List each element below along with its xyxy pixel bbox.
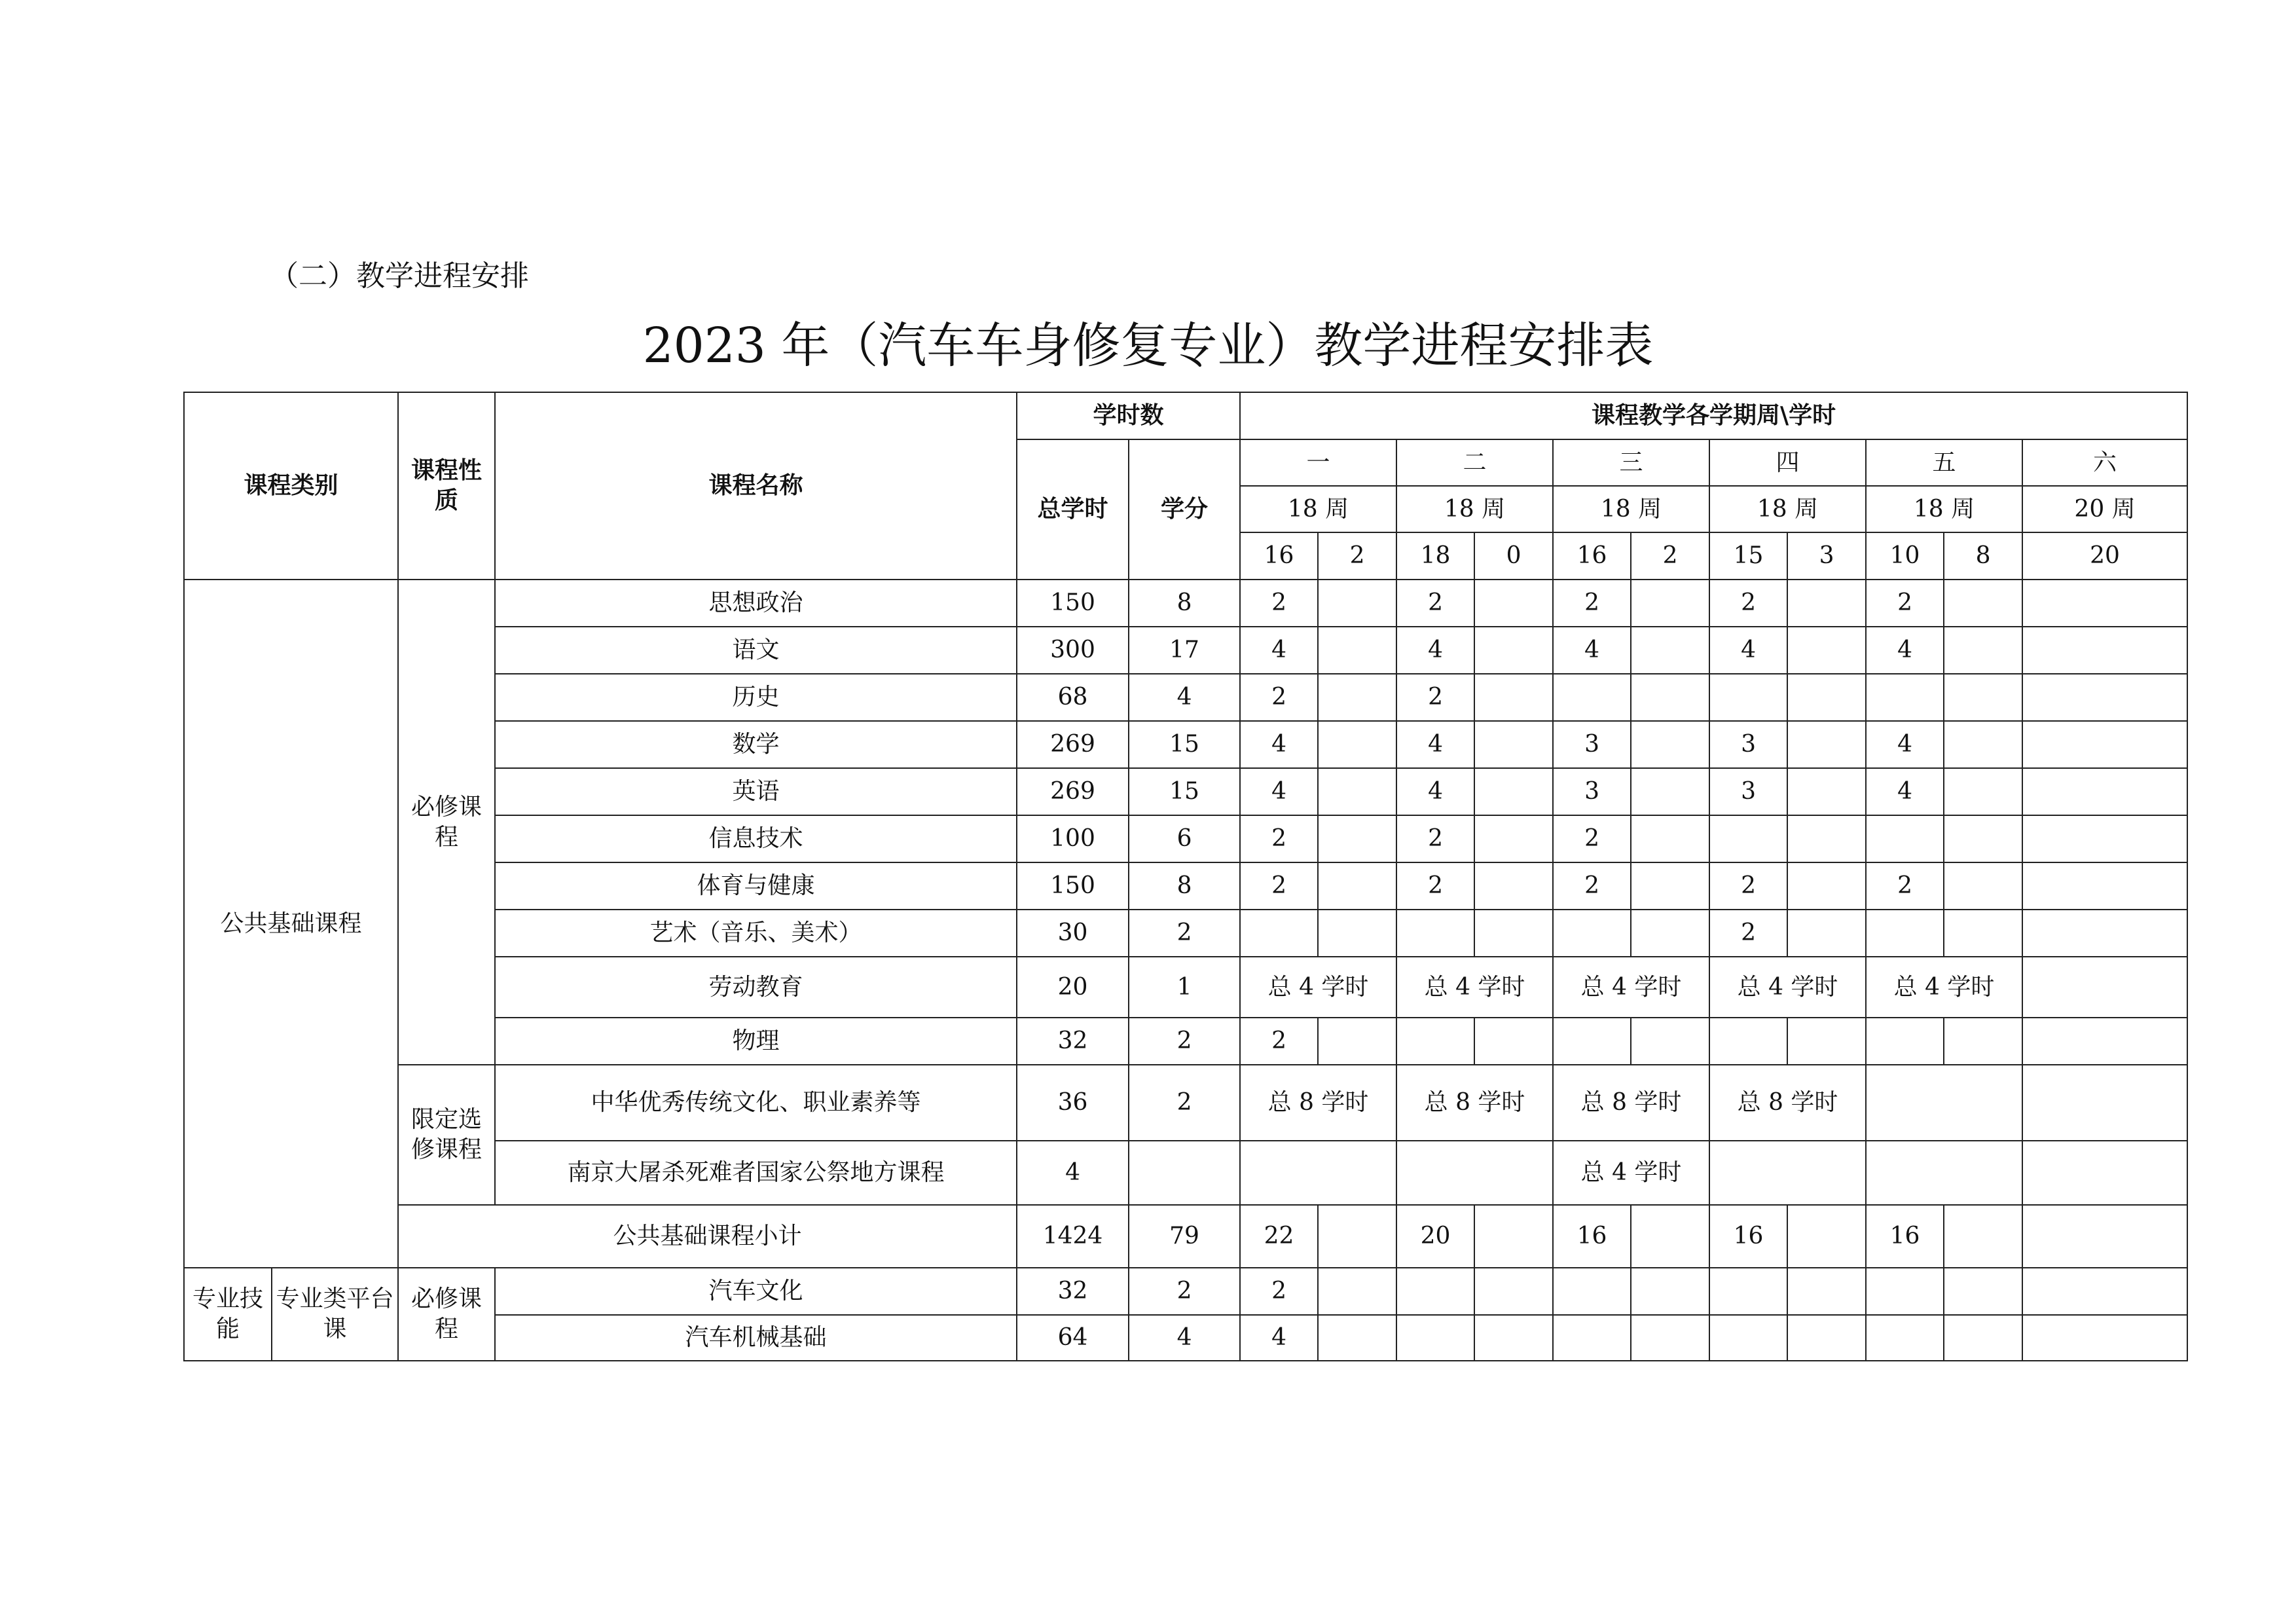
s3-practice [1631, 580, 1709, 627]
s1-practice [1318, 627, 1396, 674]
s3-theory: 2 [1553, 580, 1631, 627]
s5-practice [1944, 674, 2022, 721]
course-name: 语文 [495, 627, 1017, 674]
s4-practice [1787, 627, 1866, 674]
total-hours: 64 [1017, 1315, 1129, 1361]
s1-practice [1318, 1205, 1396, 1268]
s4-practice [1787, 1018, 1866, 1065]
s4-theory [1709, 674, 1787, 721]
credits: 4 [1129, 674, 1240, 721]
semester-weeks: 20 周 [2022, 486, 2187, 532]
s2-theory: 2 [1396, 815, 1474, 862]
s4-theory: 16 [1709, 1205, 1787, 1268]
s6 [2022, 910, 2187, 957]
semester-name: 六 [2022, 439, 2187, 486]
semester-name: 一 [1240, 439, 1396, 486]
s4-practice [1787, 1268, 1866, 1315]
total-hours: 300 [1017, 627, 1129, 674]
s1-practice [1318, 768, 1396, 815]
s1-practice [1318, 1268, 1396, 1315]
s5-merged: 总 4 学时 [1866, 957, 2022, 1018]
s5-theory: 16 [1866, 1205, 1944, 1268]
semester-split: 3 [1787, 532, 1866, 580]
s5-practice [1944, 768, 2022, 815]
s1-practice [1318, 674, 1396, 721]
s4-theory [1709, 1315, 1787, 1361]
s2-theory [1396, 1268, 1474, 1315]
s2-practice [1474, 1315, 1553, 1361]
semester-weeks: 18 周 [1709, 486, 1866, 532]
semester-name: 二 [1396, 439, 1553, 486]
course-name: 劳动教育 [495, 957, 1017, 1018]
s5-practice [1944, 627, 2022, 674]
s3-practice [1631, 1268, 1709, 1315]
total-hours: 36 [1017, 1065, 1129, 1141]
s2-merged: 总 8 学时 [1396, 1065, 1553, 1141]
total-hours: 4 [1017, 1141, 1129, 1205]
s6 [2022, 580, 2187, 627]
s5-theory: 2 [1866, 580, 1944, 627]
s4-practice [1787, 815, 1866, 862]
s1-theory: 4 [1240, 721, 1318, 768]
s2-practice [1474, 721, 1553, 768]
course-name: 汽车机械基础 [495, 1315, 1017, 1361]
credits: 2 [1129, 910, 1240, 957]
semester-name: 五 [1866, 439, 2022, 486]
s5-practice [1944, 580, 2022, 627]
s3-practice [1631, 815, 1709, 862]
semester-split: 20 [2022, 532, 2187, 580]
s4-practice [1787, 910, 1866, 957]
s4-theory [1709, 815, 1787, 862]
s3-practice [1631, 1018, 1709, 1065]
section-heading: （二）教学进程安排 [270, 259, 529, 293]
total-hours: 20 [1017, 957, 1129, 1018]
group-limited-elective: 限定选修课程 [398, 1065, 495, 1205]
s1-merged [1240, 1141, 1396, 1205]
s5-theory [1866, 1018, 1944, 1065]
s3-theory [1553, 1018, 1631, 1065]
credits: 17 [1129, 627, 1240, 674]
s6 [2022, 1065, 2187, 1141]
s2-theory: 2 [1396, 674, 1474, 721]
s3-theory: 4 [1553, 627, 1631, 674]
credits: 8 [1129, 862, 1240, 910]
credits: 6 [1129, 815, 1240, 862]
s2-practice [1474, 910, 1553, 957]
s1-practice [1318, 721, 1396, 768]
s1-theory: 2 [1240, 580, 1318, 627]
s6 [2022, 627, 2187, 674]
s2-theory: 20 [1396, 1205, 1474, 1268]
s5-practice [1944, 1315, 2022, 1361]
s1-theory [1240, 910, 1318, 957]
group-public-basic: 公共基础课程 [184, 580, 398, 1268]
total-hours: 68 [1017, 674, 1129, 721]
s5-practice [1944, 910, 2022, 957]
s5-theory: 4 [1866, 627, 1944, 674]
s5-practice [1944, 862, 2022, 910]
total-hours: 32 [1017, 1268, 1129, 1315]
group-professional: 专业技能 [184, 1268, 272, 1361]
document-title: 2023 年（汽车车身修复专业）教学进程安排表 [642, 318, 1654, 374]
semester-split: 15 [1709, 532, 1787, 580]
teaching-schedule-table [183, 392, 2188, 1361]
s1-theory: 2 [1240, 1018, 1318, 1065]
s6 [2022, 1141, 2187, 1205]
s6 [2022, 1315, 2187, 1361]
total-hours: 1424 [1017, 1205, 1129, 1268]
s4-theory [1709, 1018, 1787, 1065]
total-hours: 269 [1017, 721, 1129, 768]
header-semester-group: 课程教学各学期周\学时 [1240, 392, 2187, 439]
s1-theory: 2 [1240, 1268, 1318, 1315]
course-name: 中华优秀传统文化、职业素养等 [495, 1065, 1017, 1141]
header-hours-group: 学时数 [1017, 392, 1240, 439]
s5-practice [1944, 721, 2022, 768]
credits: 2 [1129, 1018, 1240, 1065]
total-hours: 32 [1017, 1018, 1129, 1065]
total-hours: 100 [1017, 815, 1129, 862]
s4-theory: 3 [1709, 721, 1787, 768]
s3-theory: 2 [1553, 862, 1631, 910]
s2-theory [1396, 1315, 1474, 1361]
s3-theory: 16 [1553, 1205, 1631, 1268]
semester-split: 2 [1631, 532, 1709, 580]
credits: 2 [1129, 1065, 1240, 1141]
semester-split: 16 [1240, 532, 1318, 580]
course-name: 数学 [495, 721, 1017, 768]
s2-merged [1396, 1141, 1553, 1205]
semester-weeks: 18 周 [1553, 486, 1709, 532]
s2-practice [1474, 862, 1553, 910]
s3-practice [1631, 1315, 1709, 1361]
s3-practice [1631, 721, 1709, 768]
course-name: 体育与健康 [495, 862, 1017, 910]
s3-theory: 3 [1553, 768, 1631, 815]
s2-theory: 2 [1396, 580, 1474, 627]
course-name: 信息技术 [495, 815, 1017, 862]
s1-practice [1318, 910, 1396, 957]
course-name: 思想政治 [495, 580, 1017, 627]
credits: 15 [1129, 721, 1240, 768]
s3-practice [1631, 862, 1709, 910]
s5-theory [1866, 1315, 1944, 1361]
course-name: 艺术（音乐、美术） [495, 910, 1017, 957]
header-course-name: 课程名称 [495, 392, 1017, 580]
s1-theory: 4 [1240, 1315, 1318, 1361]
semester-split: 8 [1944, 532, 2022, 580]
s4-theory: 2 [1709, 910, 1787, 957]
s1-practice [1318, 580, 1396, 627]
s2-theory: 4 [1396, 627, 1474, 674]
s1-theory: 2 [1240, 674, 1318, 721]
s4-practice [1787, 1205, 1866, 1268]
s1-merged: 总 8 学时 [1240, 1065, 1396, 1141]
s6 [2022, 957, 2187, 1018]
s2-theory [1396, 1018, 1474, 1065]
total-hours: 30 [1017, 910, 1129, 957]
s3-theory [1553, 1268, 1631, 1315]
s5-practice [1944, 1018, 2022, 1065]
s4-merged: 总 4 学时 [1709, 957, 1866, 1018]
subtotal-label: 公共基础课程小计 [398, 1205, 1017, 1268]
course-name: 物理 [495, 1018, 1017, 1065]
total-hours: 150 [1017, 580, 1129, 627]
course-name: 汽车文化 [495, 1268, 1017, 1315]
semester-split: 16 [1553, 532, 1631, 580]
s3-theory [1553, 910, 1631, 957]
credits [1129, 1141, 1240, 1205]
s5-theory: 4 [1866, 721, 1944, 768]
semester-split: 18 [1396, 532, 1474, 580]
s4-theory: 3 [1709, 768, 1787, 815]
s3-merged: 总 8 学时 [1553, 1065, 1709, 1141]
s5-theory: 2 [1866, 862, 1944, 910]
s6 [2022, 1268, 2187, 1315]
s4-practice [1787, 674, 1866, 721]
s2-practice [1474, 768, 1553, 815]
s3-practice [1631, 910, 1709, 957]
course-name: 历史 [495, 674, 1017, 721]
s4-merged: 总 8 学时 [1709, 1065, 1866, 1141]
table-row [184, 580, 2187, 627]
s4-theory: 2 [1709, 862, 1787, 910]
s3-practice [1631, 768, 1709, 815]
course-name: 英语 [495, 768, 1017, 815]
s4-theory: 2 [1709, 580, 1787, 627]
s3-practice [1631, 674, 1709, 721]
s4-practice [1787, 721, 1866, 768]
s3-merged: 总 4 学时 [1553, 1141, 1709, 1205]
s2-merged: 总 4 学时 [1396, 957, 1553, 1018]
semester-split: 2 [1318, 532, 1396, 580]
s1-practice [1318, 1018, 1396, 1065]
header-course-category: 课程类别 [184, 392, 398, 580]
header-course-nature: 课程性质 [398, 392, 495, 580]
s1-practice [1318, 862, 1396, 910]
s6 [2022, 862, 2187, 910]
s2-theory: 4 [1396, 768, 1474, 815]
s3-theory: 2 [1553, 815, 1631, 862]
group-required: 必修课程 [398, 580, 495, 1065]
table-row [184, 1065, 2187, 1141]
s4-practice [1787, 580, 1866, 627]
credits: 1 [1129, 957, 1240, 1018]
s5-theory [1866, 815, 1944, 862]
s5-theory [1866, 910, 1944, 957]
semester-weeks: 18 周 [1240, 486, 1396, 532]
s5-theory [1866, 1268, 1944, 1315]
table-row [184, 1268, 2187, 1315]
s1-theory: 22 [1240, 1205, 1318, 1268]
s4-practice [1787, 862, 1866, 910]
header-total-hours: 总学时 [1017, 439, 1129, 580]
s2-practice [1474, 627, 1553, 674]
semester-weeks: 18 周 [1396, 486, 1553, 532]
s3-practice [1631, 1205, 1709, 1268]
table-row-subtotal [184, 1205, 2187, 1268]
s1-practice [1318, 815, 1396, 862]
s2-practice [1474, 580, 1553, 627]
s5-theory: 4 [1866, 768, 1944, 815]
s2-theory: 4 [1396, 721, 1474, 768]
credits: 8 [1129, 580, 1240, 627]
s1-theory: 2 [1240, 862, 1318, 910]
s3-practice [1631, 627, 1709, 674]
semester-split: 0 [1474, 532, 1553, 580]
semester-split: 10 [1866, 532, 1944, 580]
s4-theory: 4 [1709, 627, 1787, 674]
s6 [2022, 768, 2187, 815]
s4-practice [1787, 1315, 1866, 1361]
total-hours: 150 [1017, 862, 1129, 910]
credits: 4 [1129, 1315, 1240, 1361]
total-hours: 269 [1017, 768, 1129, 815]
s1-theory: 4 [1240, 768, 1318, 815]
credits: 79 [1129, 1205, 1240, 1268]
s3-theory [1553, 1315, 1631, 1361]
s5-practice [1944, 1268, 2022, 1315]
s2-practice [1474, 1205, 1553, 1268]
s2-practice [1474, 815, 1553, 862]
s3-merged: 总 4 学时 [1553, 957, 1709, 1018]
s1-merged: 总 4 学时 [1240, 957, 1396, 1018]
s4-merged [1709, 1141, 1866, 1205]
semester-name: 三 [1553, 439, 1709, 486]
s1-theory: 4 [1240, 627, 1318, 674]
s6 [2022, 721, 2187, 768]
group-required-professional: 必修课程 [398, 1268, 495, 1361]
s4-practice [1787, 768, 1866, 815]
s1-theory: 2 [1240, 815, 1318, 862]
credits: 2 [1129, 1268, 1240, 1315]
course-name: 南京大屠杀死难者国家公祭地方课程 [495, 1141, 1017, 1205]
s6 [2022, 674, 2187, 721]
s5-merged [1866, 1141, 2022, 1205]
s6 [2022, 1018, 2187, 1065]
header-credits: 学分 [1129, 439, 1240, 580]
s2-practice [1474, 1018, 1553, 1065]
semester-weeks: 18 周 [1866, 486, 2022, 532]
s2-theory [1396, 910, 1474, 957]
s6 [2022, 1205, 2187, 1268]
s3-theory [1553, 674, 1631, 721]
s5-practice [1944, 1205, 2022, 1268]
header-row [184, 392, 2187, 439]
s1-practice [1318, 1315, 1396, 1361]
credits: 15 [1129, 768, 1240, 815]
s6 [2022, 815, 2187, 862]
s3-theory: 3 [1553, 721, 1631, 768]
s2-theory: 2 [1396, 862, 1474, 910]
s5-theory [1866, 674, 1944, 721]
s5-merged [1866, 1065, 2022, 1141]
group-professional-platform: 专业类平台课 [272, 1268, 398, 1361]
s2-practice [1474, 1268, 1553, 1315]
semester-name: 四 [1709, 439, 1866, 486]
s4-theory [1709, 1268, 1787, 1315]
s2-practice [1474, 674, 1553, 721]
s5-practice [1944, 815, 2022, 862]
